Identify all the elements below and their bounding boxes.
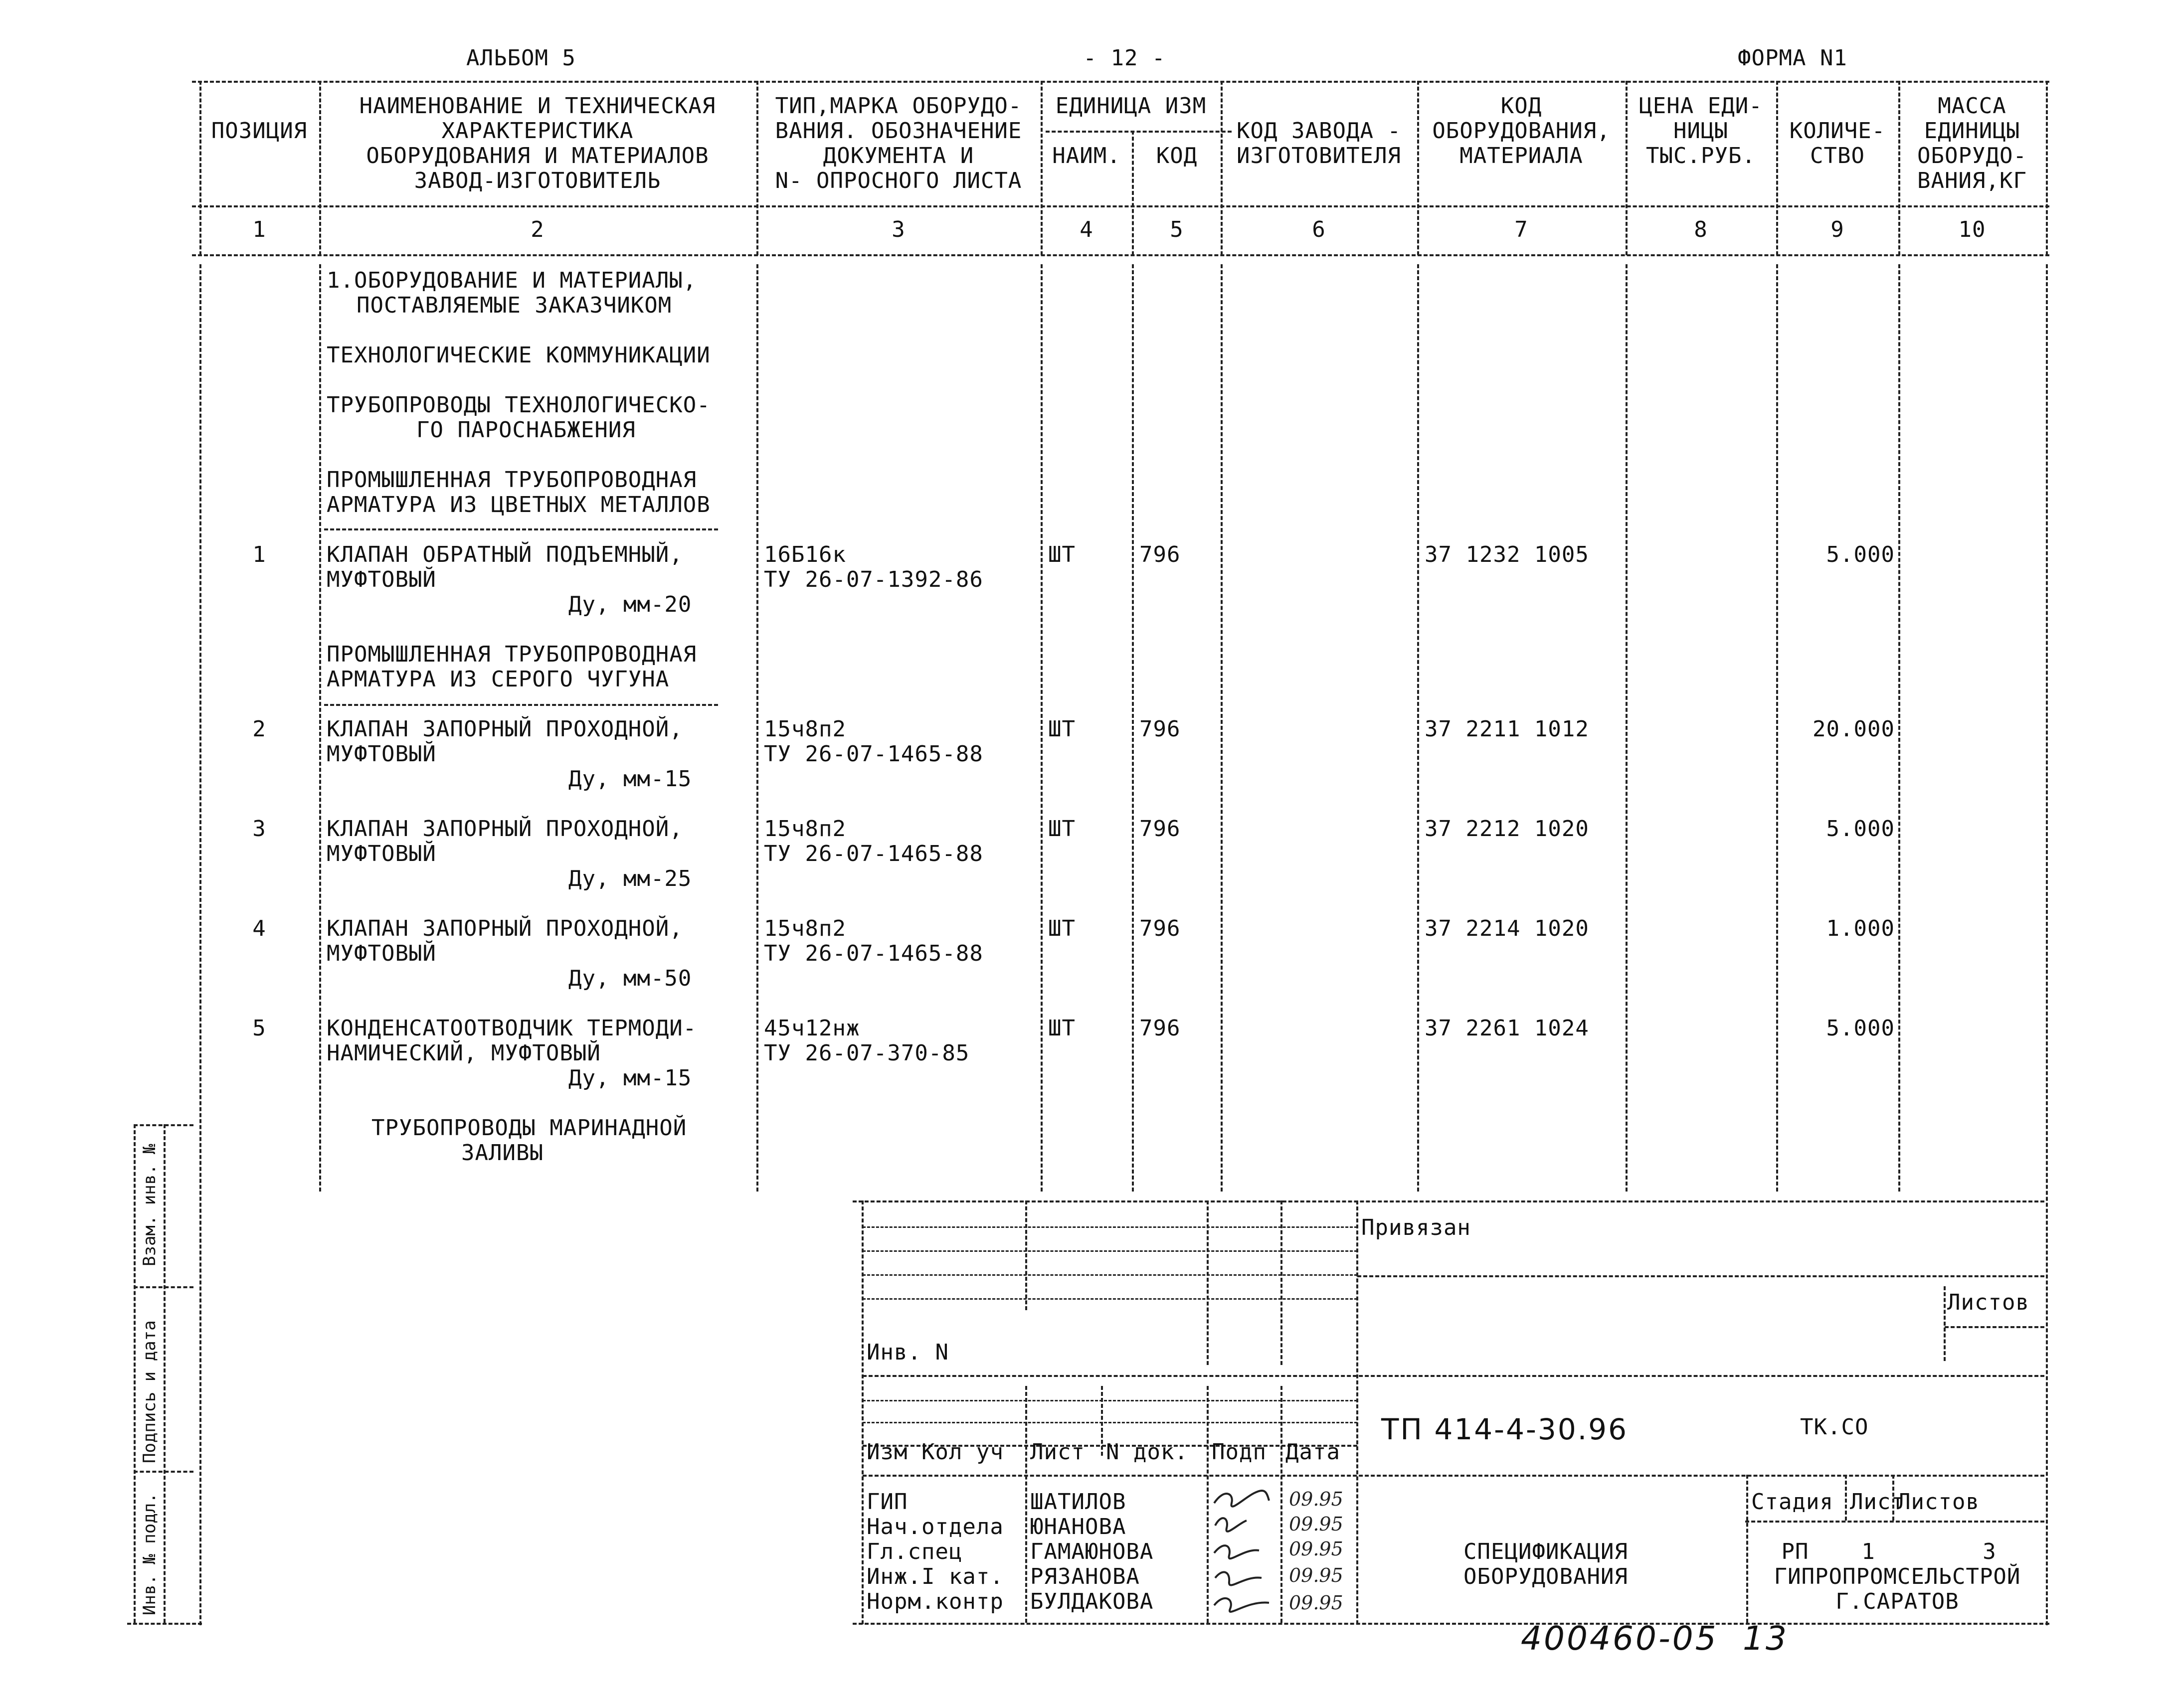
project-number: ТП 414-4-30.96 bbox=[1381, 1412, 1628, 1446]
stage-value: РП bbox=[1781, 1539, 1809, 1564]
side-original-inv: Инв. № подл. bbox=[140, 1493, 160, 1615]
sheets-value: 3 bbox=[1983, 1539, 1997, 1564]
sheets-total-label: Листов bbox=[1947, 1290, 2029, 1315]
col-unit-header: ЕДИНИЦА ИЗМ bbox=[1055, 93, 1207, 119]
col-unit-name-header: НАИМ. bbox=[1052, 143, 1121, 169]
project-code: ТК.СО bbox=[1800, 1414, 1869, 1440]
side-replacement-inv: Взам. инв. № bbox=[140, 1144, 160, 1266]
col-unit-code-header: КОД bbox=[1156, 143, 1198, 169]
col-position-header: ПОЗИЦИЯ bbox=[211, 118, 308, 144]
handwritten-page-number: 13 bbox=[1743, 1619, 1789, 1658]
inv-number-label: Инв. N bbox=[867, 1340, 949, 1365]
sheet-value: 1 bbox=[1861, 1539, 1875, 1564]
page-number: - 12 - bbox=[1083, 45, 1166, 71]
side-signature-date: Подпись и дата bbox=[140, 1320, 160, 1463]
section-tech-communications: ТЕХНОЛОГИЧЕСКИЕ КОММУНИКАЦИИ bbox=[327, 342, 711, 368]
album-label: АЛЬБОМ 5 bbox=[466, 45, 576, 71]
attached-label: Привязан bbox=[1361, 1215, 1471, 1240]
handwritten-archive-number: 400460-05 bbox=[1521, 1619, 1718, 1658]
form-label: ФОРМА N1 bbox=[1738, 45, 1847, 71]
handwritten-signatures bbox=[1209, 1483, 1279, 1618]
